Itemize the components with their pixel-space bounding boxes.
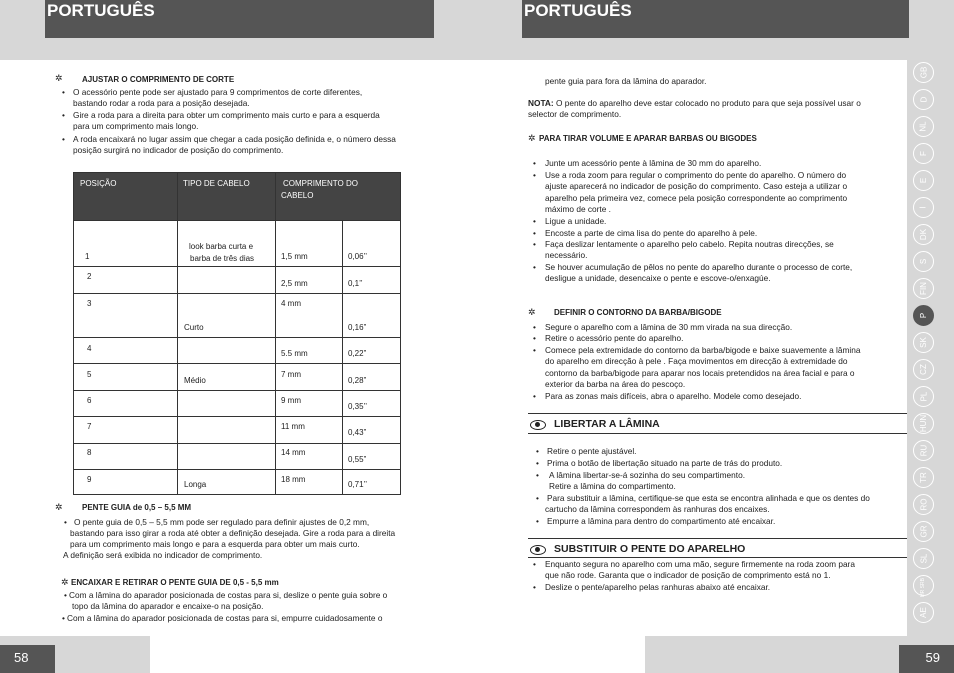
table-cell: 9 mm	[281, 396, 301, 405]
bullet: •	[533, 262, 536, 272]
table-cell: 7	[87, 422, 92, 431]
sun-icon: ✲	[528, 133, 536, 143]
section-title: LIBERTAR A LÂMINA	[554, 418, 660, 430]
bullet: •	[533, 559, 536, 569]
bullet: •	[533, 345, 536, 355]
language-tab-ru[interactable]	[913, 440, 934, 461]
language-tab-label: D	[919, 96, 928, 103]
language-tab-e[interactable]	[913, 170, 934, 191]
language-tab-label: NL	[918, 121, 928, 132]
table-cell: 0,71’’	[348, 480, 367, 489]
table-cell: look barba curta e	[189, 242, 254, 251]
language-tab-cz[interactable]	[913, 359, 934, 380]
text-line: necessário.	[545, 250, 588, 260]
table-cell: 4	[87, 344, 92, 353]
table-cell: 0,16”	[348, 323, 367, 332]
table-cell: 2,5 mm	[281, 279, 308, 288]
text-line: posição surgirá no indicador de posição do comprimento.	[73, 145, 284, 155]
note: NOTA: O pente do aparelho deve estar colocado no produto para que seja possível usar o	[528, 98, 861, 108]
bullet: •	[536, 446, 539, 456]
language-tab-label: AE	[918, 607, 928, 618]
text-line: desligue a unidade, desencaixe o pente e escove-o/enxagúe.	[545, 273, 771, 283]
bullet: •	[64, 517, 67, 527]
eye-icon	[530, 420, 546, 430]
text-line: A roda encaixará no lugar assim que chegar a cada posição definida e, o número dessa	[73, 134, 396, 144]
text-line: Para as zonas mais difíceis, abra o aparelho. Modele como desejado.	[545, 391, 802, 401]
text-line: Ligue a unidade.	[545, 216, 607, 226]
text-line: Junte um acessório pente à lâmina de 30 mm do aparelho.	[545, 158, 762, 168]
text-line: topo da lâmina do aparador e encaixe-o na posição.	[72, 601, 264, 611]
bullet: •	[533, 239, 536, 249]
language-tab-ae[interactable]	[913, 602, 934, 623]
text-line: O pente guia de 0,5 – 5,5 mm pode ser regulado para definir ajustes de 0,2 mm,	[74, 517, 370, 527]
sun-icon: ✲	[61, 577, 69, 587]
language-tab-label: GR	[919, 525, 928, 538]
language-tab-dk[interactable]	[913, 224, 934, 245]
sun-icon: ✲	[55, 502, 63, 512]
table-cell: 0,35’’	[348, 402, 367, 411]
language-tab-sl[interactable]	[913, 548, 934, 569]
text-line: Se houver acumulação de pêlos no pente do aparelho durante o processo de corte,	[545, 262, 853, 272]
table-cell: 0,55”	[348, 455, 367, 464]
bullet: •	[62, 110, 65, 120]
language-tab-label: F	[918, 151, 928, 156]
text-line: para um comprimento mais longo e para a esquerda para obter um mais curto.	[70, 539, 360, 549]
language-tab-hun[interactable]	[913, 413, 934, 434]
bullet: •	[62, 87, 65, 97]
table-header-cell: CABELO	[281, 191, 314, 200]
section-title: PENTE GUIA de 0,5 – 5,5 MM	[82, 503, 192, 512]
text-line: A lâmina libertar-se-á sozinha do seu compartimento.	[549, 470, 745, 480]
language-tab-label: RU	[919, 444, 928, 457]
page-number: 58	[0, 645, 55, 673]
language-tab-label: DK	[919, 228, 928, 241]
text-line: para um comprimento mais longo.	[73, 121, 199, 131]
section-title: AJUSTAR O COMPRIMENTO DE CORTE	[82, 75, 235, 84]
language-tab-label: I	[918, 206, 928, 209]
language-tab-gr[interactable]	[913, 521, 934, 542]
table-cell: 5	[87, 370, 92, 379]
eye-icon	[530, 545, 546, 555]
table-cell: 2	[87, 272, 92, 281]
text-line: Segure o aparelho com a lâmina de 30 mm virada na sua direcção.	[545, 322, 793, 332]
language-tab-i[interactable]	[913, 197, 934, 218]
table-header-cell: TIPO DE CABELO	[183, 179, 250, 188]
language-tab-gb[interactable]	[913, 62, 934, 83]
bullet: •	[62, 134, 65, 144]
language-tab-label: E	[919, 177, 928, 184]
text-line: Enquanto segura no aparelho com uma mão, segure firmemente na roda zoom para	[545, 559, 855, 569]
bullet: •	[533, 170, 536, 180]
text-line: exterior da barba na área do pescoço.	[545, 379, 686, 389]
text-line: Retire o acessório pente do aparelho.	[545, 333, 684, 343]
text-line: Encoste a parte de cima lisa do pente do aparelho à pele.	[545, 228, 758, 238]
text-line: aparelho pela primeira vez, comece pela posição correspondente ao comprimento	[545, 193, 848, 203]
table-cell: 9	[87, 475, 92, 484]
language-tab-label: P	[919, 312, 928, 319]
table-cell: 0,43”	[348, 428, 367, 437]
table-cell: barba de três dias	[190, 254, 255, 263]
language-tab-label: RO	[919, 498, 928, 511]
text-line: pente guia para fora da lâmina do aparador.	[545, 76, 707, 86]
text-line: do aparelho em direcção à pele . Faça movimentos em direcção à extremidade do	[545, 356, 848, 366]
length-table	[73, 172, 401, 495]
bullet: •	[533, 391, 536, 401]
table-cell: 5.5 mm	[281, 349, 308, 358]
language-tab-s[interactable]	[913, 251, 934, 272]
text-line: máximo de corte .	[545, 204, 611, 214]
bullet: •	[533, 228, 536, 238]
bullet: •	[533, 582, 536, 592]
language-tab-label: HUN	[919, 414, 928, 433]
section-title: ENCAIXAR E RETIRAR O PENTE GUIA DE 0,5 - 5,5 mm	[71, 578, 279, 587]
section-title: SUBSTITUIR O PENTE DO APARELHO	[554, 543, 746, 555]
table-cell: 6	[87, 396, 92, 405]
text-line: Comece pela extremidade do contorno da barba/bigode e baixe suavemente a lâmina	[545, 345, 861, 355]
table-cell: 14 mm	[281, 448, 306, 457]
language-tab-label: GB	[919, 66, 928, 79]
text-line: Faça deslizar lentamente o aparelho pelo cabelo. Repita noutras direcções, se	[545, 239, 834, 249]
text-line: ajuste aparecerá no indicador de posição do comprimento. Caso esteja a utilizar o	[545, 181, 848, 191]
language-tab-pl[interactable]	[913, 386, 934, 407]
bullet: •	[533, 333, 536, 343]
page-number: 59	[899, 645, 954, 673]
table-cell: 11 mm	[281, 422, 305, 431]
table-cell: 0,28”	[348, 376, 367, 385]
language-tab-label: PL	[918, 391, 928, 402]
text-line: Deslize o pente/aparelho pelas ranhuras abaixo até encaixar.	[545, 582, 771, 592]
table-cell: 1,5 mm	[281, 252, 308, 261]
language-tab-label: HR SRB	[920, 578, 926, 597]
table-cell: 7 mm	[281, 370, 301, 379]
text-line: contorno da barba/bigode para aparar nos locais pretendidos na área facial e para o	[545, 368, 855, 378]
table-cell: 8	[87, 448, 92, 457]
table-header-cell: POSIÇÃO	[80, 179, 117, 188]
language-tab-d[interactable]	[913, 89, 934, 110]
text-line: Empurre a lâmina para dentro do compartimento até encaixar.	[547, 516, 776, 526]
right-header: PORTUGUÊS	[522, 0, 909, 38]
language-tab-sk[interactable]	[913, 332, 934, 353]
language-tab-label: SK	[918, 337, 928, 348]
section-title: DEFINIR O CONTORNO DA BARBA/BIGODE	[554, 308, 722, 317]
table-cell: Médio	[184, 376, 206, 385]
text-line: bastando para isso girar a roda até obter a definição desejada. Gire a roda para a direita	[70, 528, 396, 538]
divider	[528, 433, 907, 434]
text-line: Prima o botão de libertação situado na parte de trás do produto.	[547, 458, 783, 468]
bullet: •	[62, 613, 65, 623]
sun-icon: ✲	[55, 73, 63, 83]
left-header: PORTUGUÊS	[45, 0, 434, 38]
divider	[528, 413, 907, 414]
bullet: •	[536, 493, 539, 503]
language-tab-label: FIN	[918, 282, 928, 295]
text-line: Com a lâmina do aparador posicionada de costas para si, empurre cuidadosamente o	[67, 613, 383, 623]
text-line: bastando rodar a roda para a posição desejada.	[73, 98, 250, 108]
language-tab-label: TR	[918, 472, 928, 483]
language-tab-f[interactable]	[913, 143, 934, 164]
bullet: •	[536, 516, 539, 526]
text-line: O acessório pente pode ser ajustado para 9 comprimentos de corte diferentes,	[73, 87, 363, 97]
bullet: •	[533, 322, 536, 332]
language-tab-label: CZ	[918, 364, 928, 375]
bullet: •	[64, 590, 67, 600]
text-line: A definição será exibida no indicador de comprimento.	[63, 550, 263, 560]
language-tab-p[interactable]	[913, 305, 934, 326]
table-cell: 0,1’’	[348, 279, 363, 288]
bullet: •	[533, 158, 536, 168]
language-tab-nl[interactable]	[913, 116, 934, 137]
language-tab-ro[interactable]	[913, 494, 934, 515]
table-header-cell: COMPRIMENTO DO	[283, 179, 358, 188]
table-cell: 3	[87, 299, 92, 308]
language-tab-label: S	[919, 258, 928, 265]
text-line: Com a lâmina do aparador posicionada de costas para si, deslize o pente guia sobre o	[69, 590, 388, 600]
language-tab-label: SL	[918, 553, 928, 564]
bullet: •	[536, 458, 539, 468]
text-line: que não rode. Garanta que o indicador de posição de comprimento está no 1.	[545, 570, 831, 580]
table-cell: 0,06’’	[348, 252, 367, 261]
text-line: Use a roda zoom para regular o comprimento do pente do aparelho. O número do	[545, 170, 847, 180]
right-page	[477, 0, 954, 673]
table-cell: 18 mm	[281, 475, 306, 484]
table-cell: 4 mm	[281, 299, 301, 308]
text-line: Retire a lâmina do compartimento.	[549, 481, 676, 491]
section-title: PARA TIRAR VOLUME E APARAR BARBAS OU BIGODES	[539, 134, 757, 143]
divider	[528, 538, 907, 539]
table-cell: 0,22”	[348, 349, 367, 358]
text-line: Retire o pente ajustável.	[547, 446, 637, 456]
bullet: •	[536, 470, 539, 480]
text-line: Para substituir a lâmina, certifique-se que esta se encontra alinhada e que os dentes do	[547, 493, 870, 503]
table-cell: Longa	[184, 480, 207, 489]
sun-icon: ✲	[528, 307, 536, 317]
bullet: •	[533, 216, 536, 226]
language-tab-tr[interactable]	[913, 467, 934, 488]
text-line: selector de comprimento.	[528, 109, 622, 119]
text-line: Gire a roda para a direita para obter um comprimento mais curto e para a esquerda	[73, 110, 380, 120]
language-tab-fin[interactable]	[913, 278, 934, 299]
language-tab-hr-srb[interactable]	[913, 575, 934, 596]
text-line: cartucho da lâmina correspondem às ranhuras dos encaixes.	[545, 504, 770, 514]
table-cell: Curto	[184, 323, 204, 332]
divider	[528, 557, 907, 558]
table-cell: 1	[85, 252, 90, 261]
